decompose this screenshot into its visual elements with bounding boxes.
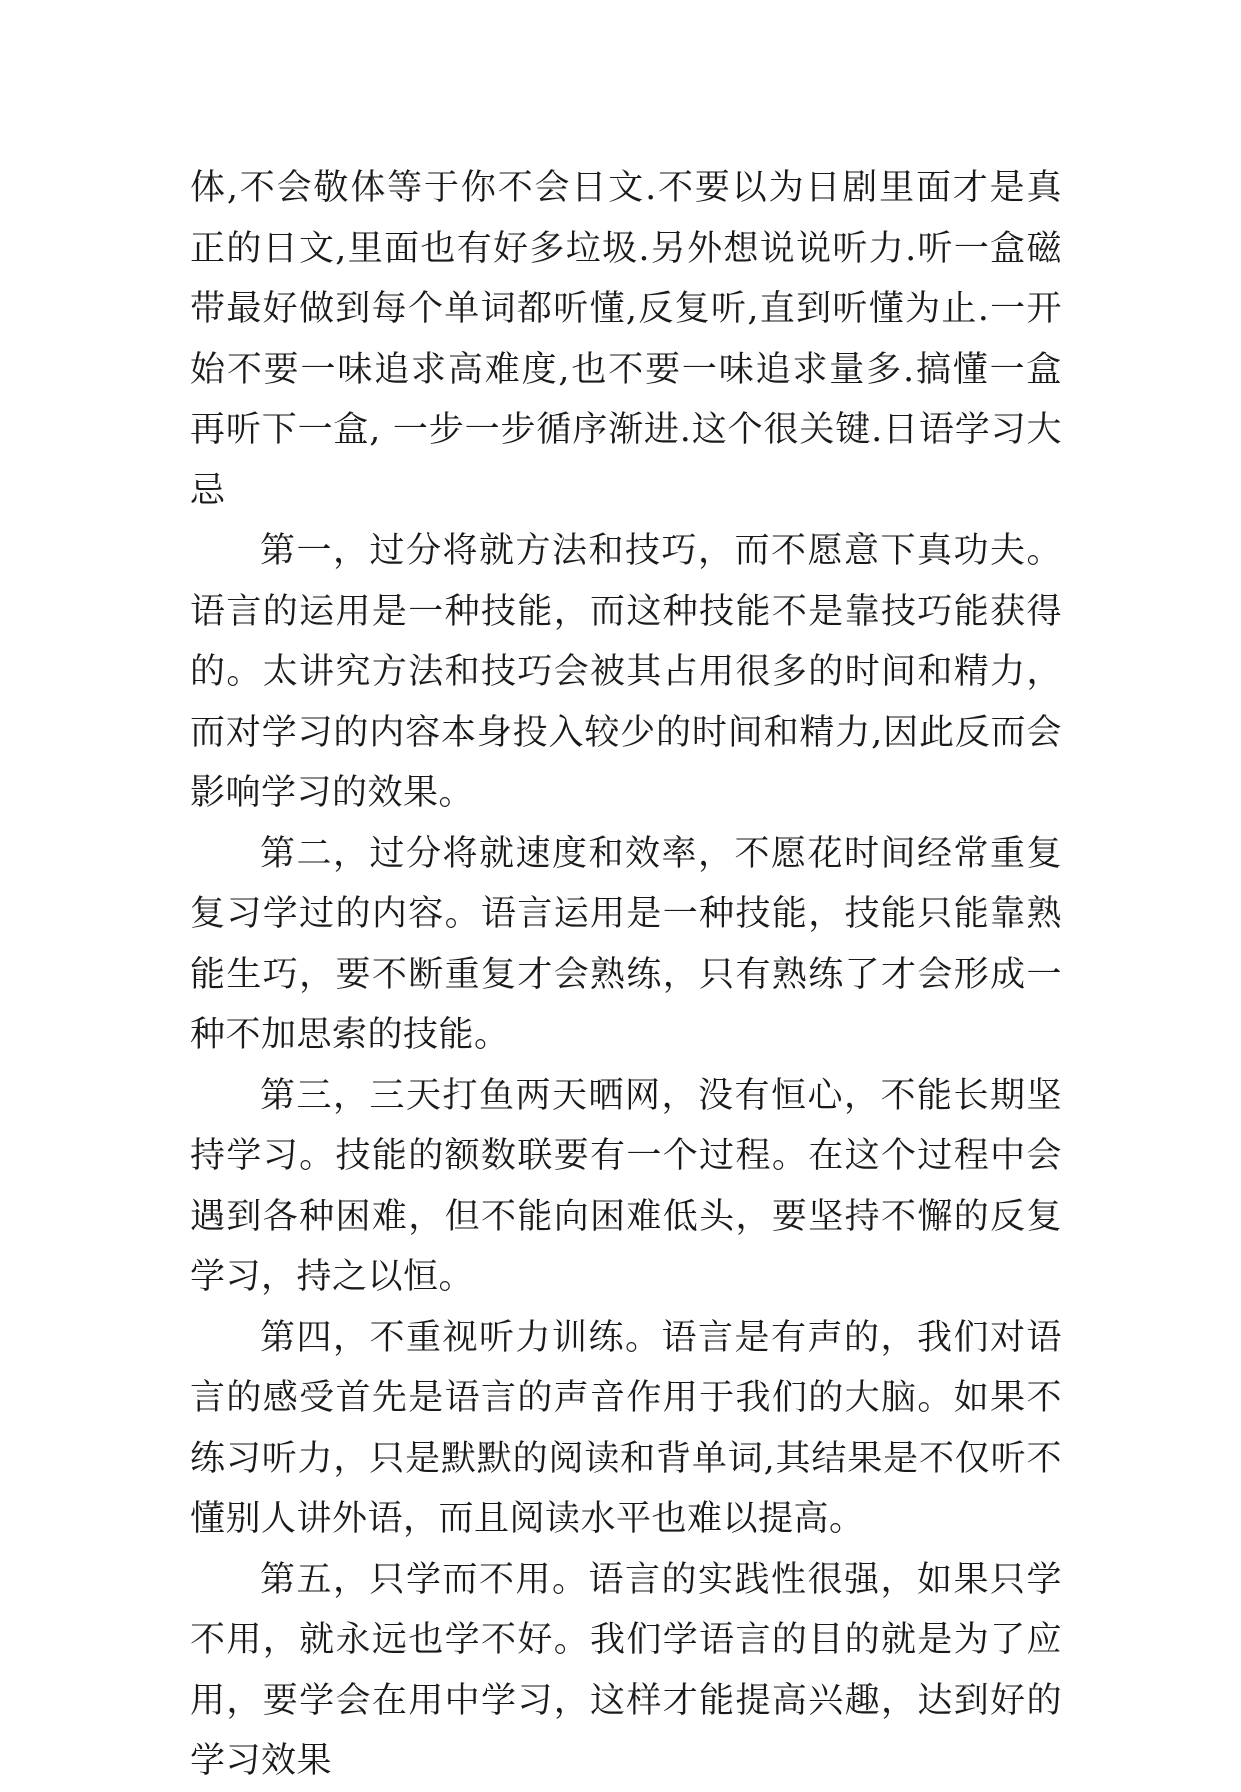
paragraph-point-3: 第三，三天打鱼两天晒网，没有恒心，不能长期坚持学习。技能的额数联要有一个过程。在这个过程中会遇到各种困难，但不能向困难低头，要坚持不懈的反复学习，持之以恒。 bbox=[190, 1075, 1062, 1297]
paragraph-point-2: 第二，过分将就速度和效率，不愿花时间经常重复复习学过的内容。语言运用是一种技能，技能只能靠熟能生巧，要不断重复才会熟练，只有熟练了才会形成一种不加思索的技能。 bbox=[190, 833, 1062, 1055]
paragraph-intro: 体,不会敬体等于你不会日文.不要以为日剧里面才是真正的日文,里面也有好多垃圾.另外想说说听力.听一盒磁带最好做到每个单词都听懂,反复听,直到听懂为止.一开始不要一味追求高难度,也不要一味追求量多.搞懂一盒再听下一盒, 一步一步循序渐进.这个很关键.日语学习大忌 bbox=[190, 168, 1062, 511]
paragraph-point-4: 第四，不重视听力训练。语言是有声的，我们对语言的感受首先是语言的声音作用于我们的大脑。如果不练习听力，只是默默的阅读和背单词,其结果是不仅听不懂别人讲外语，而且阅读水平也难以提高。 bbox=[190, 1317, 1062, 1539]
paragraph-point-1: 第一，过分将就方法和技巧，而不愿意下真功夫。语言的运用是一种技能，而这种技能不是靠技巧能获得的。太讲究方法和技巧会被其占用很多的时间和精力，而对学习的内容本身投入较少的时间和精力,因此反而会影响学习的效果。 bbox=[190, 531, 1062, 813]
paragraph-point-5: 第五，只学而不用。语言的实践性很强，如果只学不用，就永远也学不好。我们学语言的目的就是为了应用，要学会在用中学习，这样才能提高兴趣，达到好的学习效果 bbox=[190, 1559, 1062, 1781]
document-body bbox=[190, 158, 1062, 1792]
